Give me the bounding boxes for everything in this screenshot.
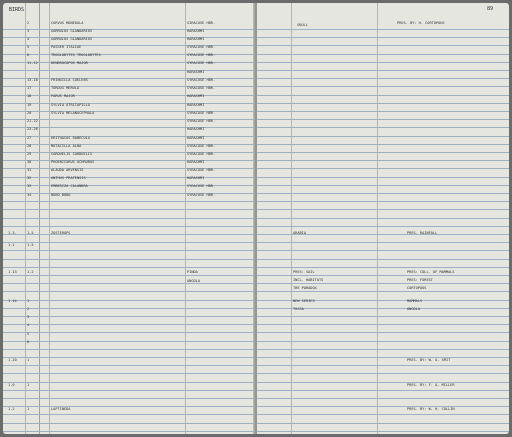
- species-name: LAPTINEDA: [51, 407, 71, 411]
- specimen-number: 2: [27, 307, 30, 311]
- page-header: BIRDS: [9, 7, 25, 13]
- specimen-number: 1: [27, 383, 30, 387]
- species-name: ALAUDA ARVENSIS: [51, 168, 84, 172]
- locality: SYRACUSE HBR.: [187, 78, 216, 82]
- specimen-number: 3: [27, 29, 30, 33]
- species-name: PASSER ITALIAE: [51, 45, 82, 49]
- specimen-number: 1: [27, 299, 30, 303]
- locality: HARASHMI: [187, 94, 205, 98]
- remark: INCL. HABITATS: [293, 278, 324, 282]
- presenter-note: PRES: FOREST: [407, 278, 433, 282]
- species-name: TURDUS MERULA: [51, 86, 80, 90]
- specimen-number: 2: [27, 21, 30, 25]
- specimen-number: 27: [27, 136, 32, 140]
- locality: PINDA: [187, 270, 198, 274]
- remark: TUSSA: [293, 307, 304, 311]
- register-number: 1.1: [8, 243, 15, 247]
- locality: SYRACUSE HBR.: [187, 119, 216, 123]
- presenter-note: ANGOLA: [407, 307, 420, 311]
- locality: HARASHMI: [187, 127, 205, 131]
- species-name: ERITHACUS RUBECULA: [51, 136, 90, 140]
- species-name: ZOSTEROPS: [51, 231, 71, 235]
- species-name: CARDUELIS CARDUELIS: [51, 152, 93, 156]
- locality: SYRACUSE HBR.: [187, 152, 216, 156]
- specimen-number: 31: [27, 168, 32, 172]
- register-number: 1.13: [8, 270, 17, 274]
- left-ledger-page: [3, 3, 255, 434]
- specimen-number: 34: [27, 193, 32, 197]
- locality: HARASHMI: [187, 103, 205, 107]
- specimen-number: 3: [27, 315, 30, 319]
- specimen-number: 4: [27, 37, 30, 41]
- specimen-number: 1-2: [27, 270, 34, 274]
- locality: SYRACUSE HBR.: [187, 111, 216, 115]
- specimen-number: 23-26: [27, 127, 38, 131]
- locality: SYRACUSE HBR.: [187, 45, 216, 49]
- register-number: 1.2: [8, 407, 15, 411]
- presenter-note: PRES. RAINFALL: [407, 231, 438, 235]
- specimen-number: 19: [27, 103, 32, 107]
- remark: NEW SERIES: [293, 299, 315, 303]
- specimen-number: 29: [27, 152, 32, 156]
- ruled-line: [3, 429, 255, 434]
- specimen-number: 1-5: [27, 243, 34, 247]
- specimen-number: 18: [27, 94, 32, 98]
- species-name: DENDROCOPOS MAJOR: [51, 61, 88, 65]
- specimen-number: 5: [27, 45, 30, 49]
- locality: SIRACUSE HBR.: [187, 21, 216, 25]
- locality: SYRACUSE HBR.: [187, 61, 216, 65]
- specimen-number: 6: [27, 340, 30, 344]
- specimen-number: 1: [27, 407, 30, 411]
- specimen-number: 30: [27, 160, 32, 164]
- locality: SYRACUSE HBR.: [187, 53, 216, 57]
- column-header: SKULL: [297, 23, 308, 27]
- presenter-note: MAMMALS: [407, 299, 423, 303]
- specimen-number: 4: [27, 323, 30, 327]
- register-number: 1.20: [8, 358, 17, 362]
- specimen-number: 32: [27, 176, 32, 180]
- specimen-number: 5: [27, 332, 30, 336]
- presenter-note: PRES. BY: W. A. SMIT: [407, 358, 451, 362]
- specimen-number: 21-22: [27, 119, 38, 123]
- locality: SYRACUSE HBR.: [187, 193, 216, 197]
- species-name: CORVUS MONEDULA: [51, 21, 84, 25]
- specimen-number: 1: [27, 358, 30, 362]
- locality: SYRACUSE HBR.: [187, 86, 216, 90]
- species-name: TROGLODYTES TROGLODYTES: [51, 53, 101, 57]
- specimen-number: 1-5: [27, 231, 34, 235]
- specimen-number: 13-16: [27, 78, 38, 82]
- species-name: ANTHUS PRATENSIS: [51, 176, 86, 180]
- species-name: MOTACILLA ALBA: [51, 144, 82, 148]
- right-ledger-page: [257, 3, 509, 434]
- specimen-number: 33: [27, 184, 32, 188]
- presenter-note: PRES. BY: F. A. MILLER: [407, 383, 455, 387]
- presenter-note: PRES. BY: W. H. COLLIN: [407, 407, 455, 411]
- locality: SYRACUSE HBR.: [187, 144, 216, 148]
- locality: ANGOLA: [187, 279, 200, 283]
- species-name: PARUS MAJOR: [51, 94, 75, 98]
- species-name: EMBERIZA CALANDRA: [51, 184, 88, 188]
- register-number: 1.3.: [8, 231, 17, 235]
- locality: HARASHMI: [187, 37, 205, 41]
- species-name: FRINGILLA COELEBS: [51, 78, 88, 82]
- specimen-number: 28: [27, 144, 32, 148]
- ruled-line: [257, 429, 509, 434]
- species-name: SYLVIA ATRICAPILLA: [51, 103, 90, 107]
- register-number: 1.14: [8, 299, 17, 303]
- specimen-number: 11-12: [27, 61, 38, 65]
- locality: SYRACUSE HBR.: [187, 184, 216, 188]
- species-name: BUBO BUBO: [51, 193, 71, 197]
- remark: THE PARADOX: [293, 286, 317, 290]
- species-name: GARRULUS GLANDARIUS: [51, 29, 93, 33]
- presenter-note: PRES: COLL. OF MAMMALS: [407, 270, 455, 274]
- specimen-number: 6: [27, 53, 30, 57]
- remark: PRES: SAIL: [293, 270, 315, 274]
- locality: HARASHMI: [187, 136, 205, 140]
- species-name: SYLVIA MELANOCEPHALA: [51, 111, 95, 115]
- presenter-note: CORTOPOUS: [407, 286, 427, 290]
- species-name: GARRULUS GLANDARIUS: [51, 37, 93, 41]
- species-name: PHOENICURUS OCHRUROS: [51, 160, 95, 164]
- specimen-number: 17: [27, 86, 32, 90]
- page-number: 89: [487, 6, 494, 12]
- register-number: 1.0: [8, 383, 15, 387]
- locality: SYRACUSE HBR.: [187, 168, 216, 172]
- locality: HARASHMI: [187, 176, 205, 180]
- locality: HARASHMI: [187, 70, 205, 74]
- locality: HARASHMI: [187, 160, 205, 164]
- remark: ARABIA: [293, 231, 306, 235]
- locality: HARASHMI: [187, 29, 205, 33]
- specimen-number: 20: [27, 111, 32, 115]
- header-note: PRES. BY: H. CORTOPOUS: [397, 21, 445, 25]
